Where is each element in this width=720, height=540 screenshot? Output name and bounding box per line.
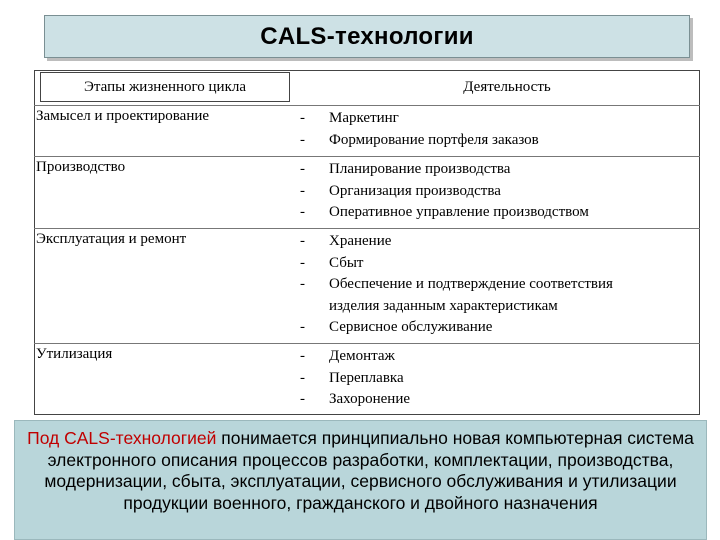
stage-label: Производство (36, 159, 126, 175)
activity-item: - Сбыт (300, 254, 364, 271)
definition-text: понимается принципиально новая компьютерная система электронного описания процессов разработки, комплектации, производства, модернизации, сбыта, эксплуатации, сервисного обслуживания и утилизации продукции военного, гражданского и двойного назначения (44, 428, 694, 513)
activity-item: - Маркетинг (300, 110, 399, 126)
stage-label: Замысел и проектирование (36, 108, 210, 124)
activity-column-header: Деятельность (463, 78, 551, 95)
activity-item: - Сервисное обслуживание (300, 319, 493, 335)
stage-label: Эксплуатация и ремонт (36, 231, 187, 247)
activity-item: - Захоронение (300, 391, 410, 407)
activity-item: - Оперативное управление производством (300, 204, 589, 220)
activity-item: - Организация производства (300, 182, 501, 199)
activity-item: - Переплавка (300, 369, 404, 386)
activity-item: - Демонтаж (300, 348, 395, 364)
activity-list (293, 231, 698, 339)
row-divider (34, 343, 700, 344)
activity-item: - Формирование портфеля заказов (300, 131, 539, 148)
activity-list (293, 346, 698, 411)
row-divider (34, 105, 700, 106)
activity-item: изделия заданным характеристикам (329, 297, 558, 314)
definition-highlight: Под CALS-технологией (27, 428, 217, 448)
row-divider (34, 228, 700, 229)
row-divider (34, 156, 700, 157)
stage-label: Утилизация (36, 346, 113, 362)
page-title: CALS-технологии (44, 15, 690, 58)
activity-list (293, 108, 698, 151)
activity-list (293, 159, 698, 224)
activity-item: - Планирование производства (300, 161, 511, 177)
activity-item: - Обеспечение и подтверждение соответствия (300, 276, 613, 292)
definition-box (14, 420, 707, 540)
stages-column-header: Этапы жизненного цикла (40, 72, 290, 102)
activity-item: - Хранение (300, 233, 392, 249)
